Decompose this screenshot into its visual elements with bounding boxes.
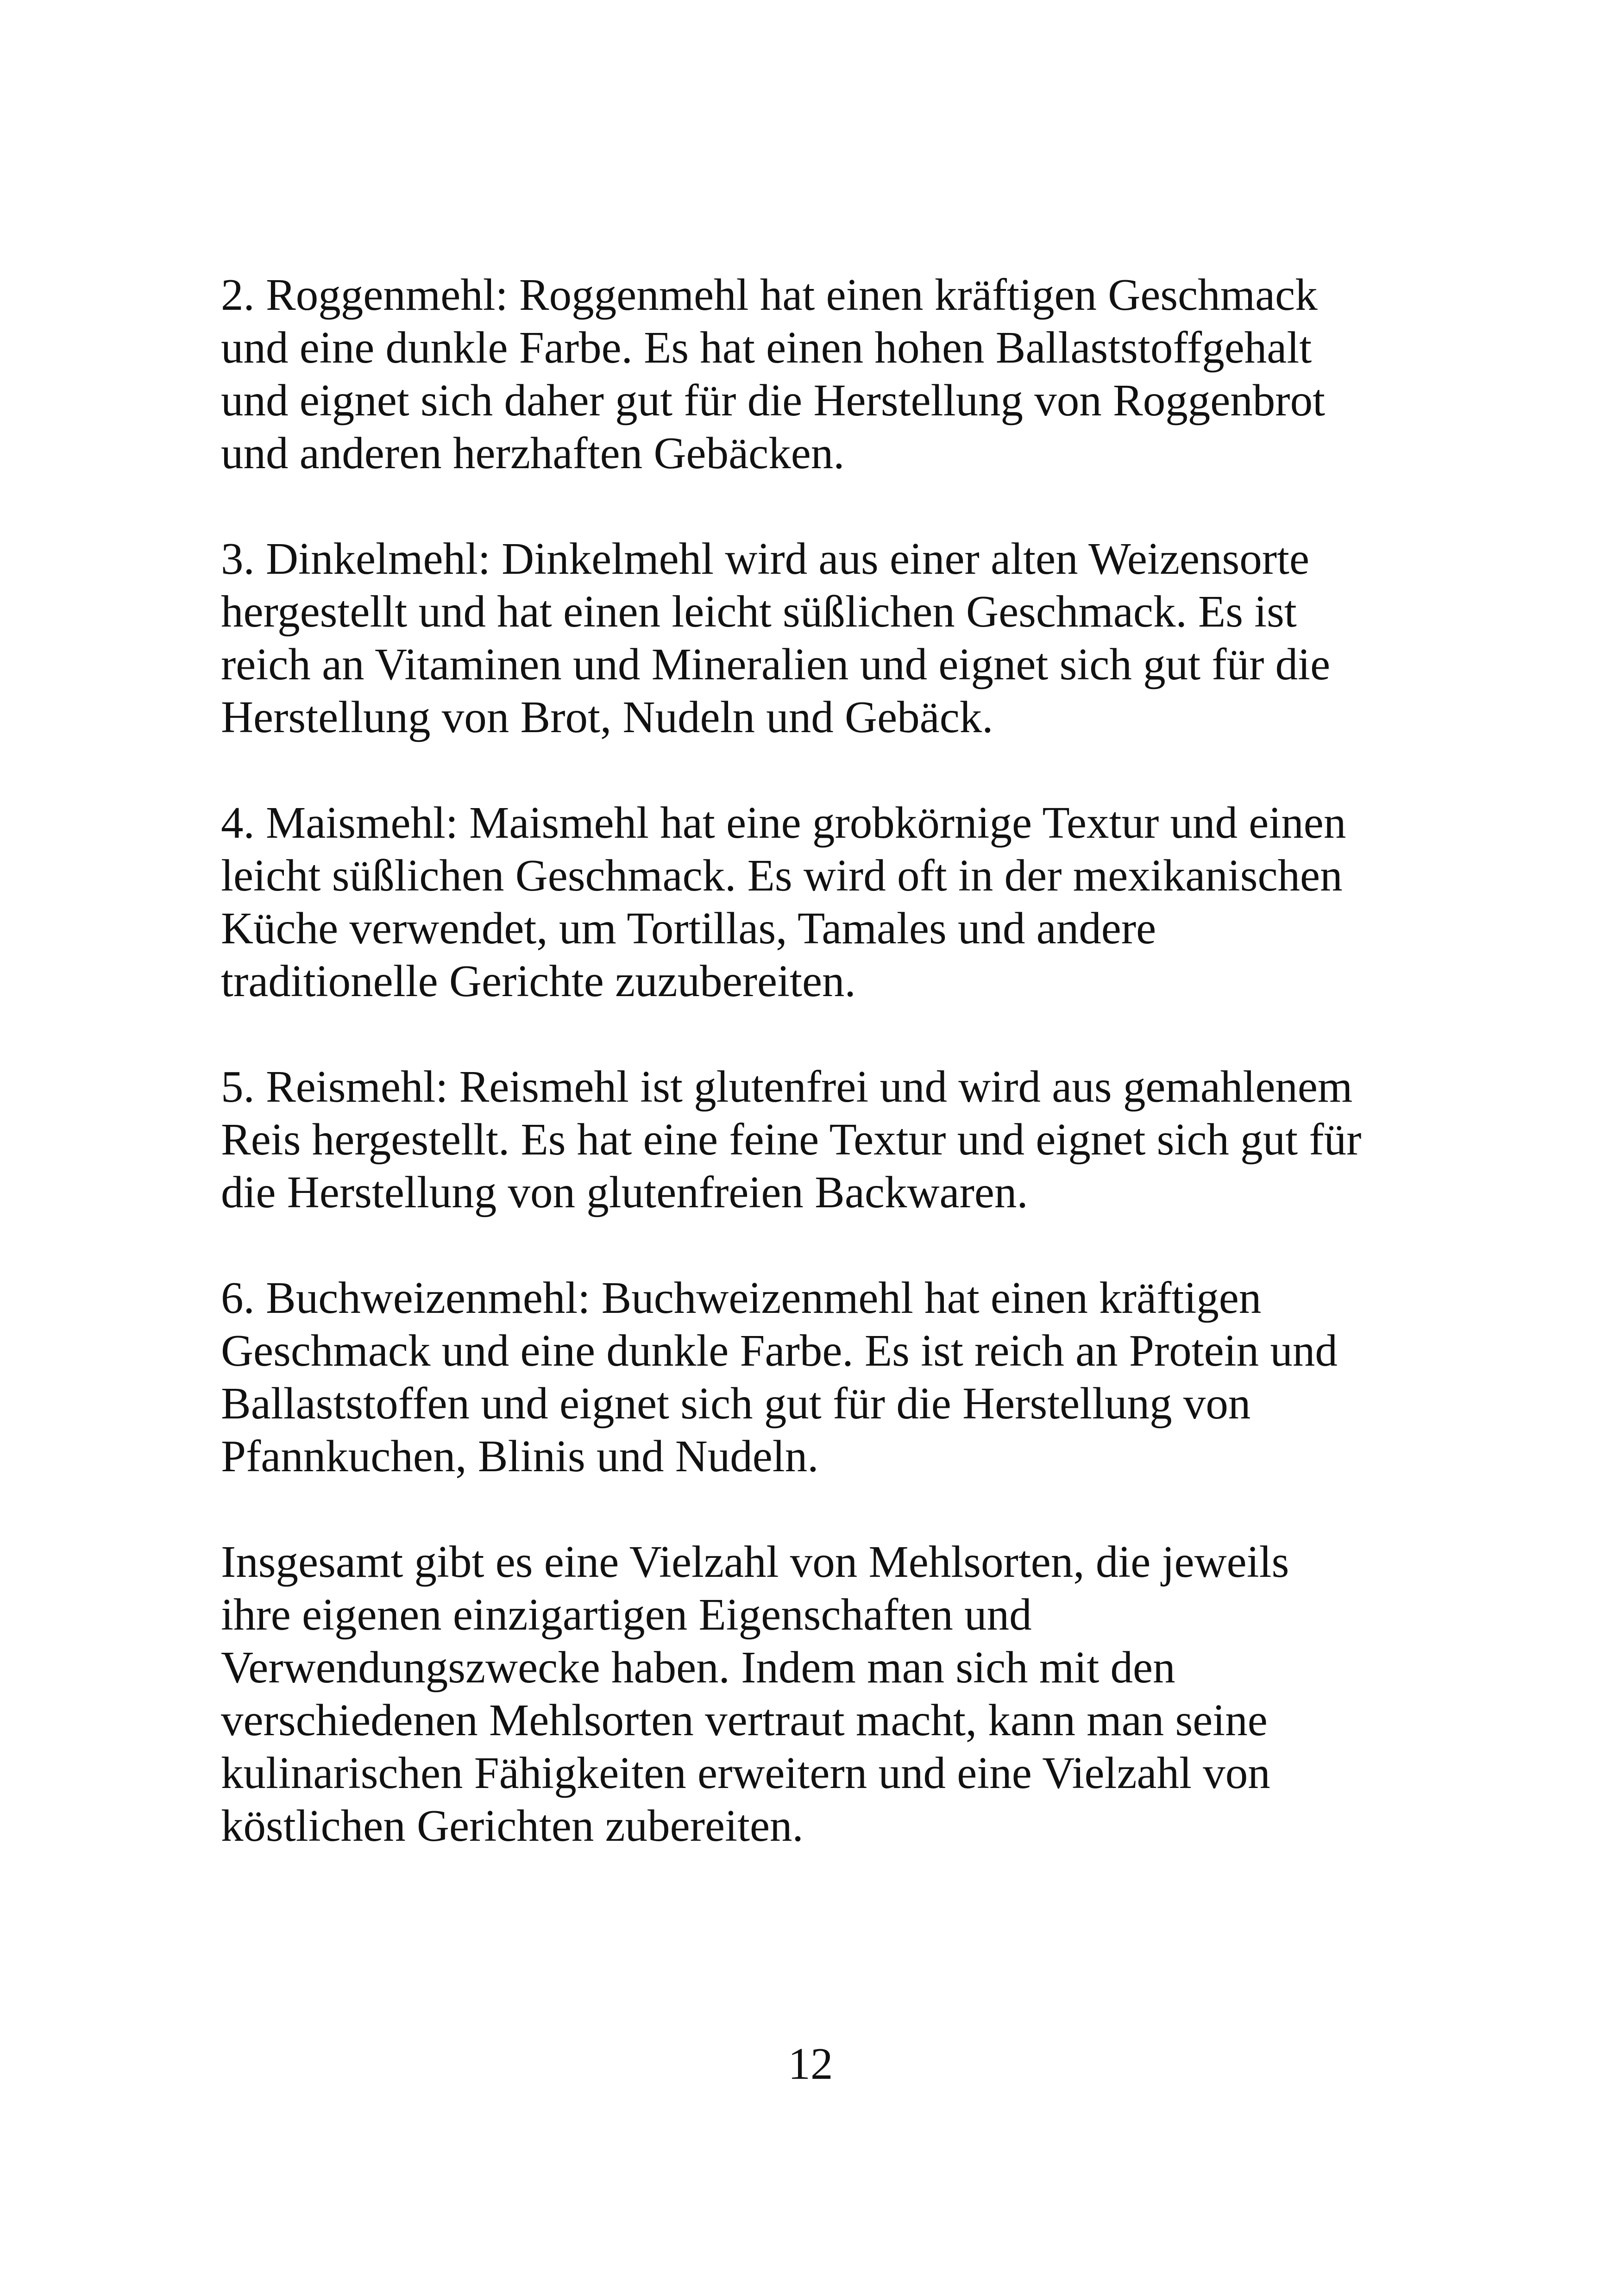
text-line: hergestellt und hat einen leicht süßlichen Geschmack. Es ist [221,587,1297,636]
text-line: Geschmack und eine dunkle Farbe. Es ist reich an Protein und [221,1326,1338,1375]
paragraph-dinkelmehl [221,533,1453,744]
text-line: Verwendungszwecke haben. Indem man sich mit den [221,1643,1175,1692]
text-line: Herstellung von Brot, Nudeln und Gebäck. [221,692,993,742]
text-line: Pfannkuchen, Blinis und Nudeln. [221,1431,819,1481]
body-text [221,269,1453,1852]
text-line: 3. Dinkelmehl: Dinkelmehl wird aus einer alten Weizensorte [221,534,1310,583]
text-line: Reis hergestellt. Es hat eine feine Textur und eignet sich gut für [221,1115,1362,1164]
text-line: 2. Roggenmehl: Roggenmehl hat einen kräftigen Geschmack [221,270,1318,320]
text-line: ihre eigenen einzigartigen Eigenschaften und [221,1590,1032,1639]
text-line: reich an Vitaminen und Mineralien und eignet sich gut für die [221,640,1331,689]
text-line: leicht süßlichen Geschmack. Es wird oft in der mexikanischen [221,851,1343,900]
text-line: Küche verwendet, um Tortillas, Tamales und andere [221,903,1156,953]
text-line: Ballaststoffen und eignet sich gut für die Herstellung von [221,1379,1251,1428]
paragraph-maismehl [221,797,1453,1008]
text-line: und anderen herzhaften Gebäcken. [221,428,845,478]
text-line: die Herstellung von glutenfreien Backwaren. [221,1167,1028,1217]
text-line: und eine dunkle Farbe. Es hat einen hohen Ballaststoffgehalt [221,323,1312,372]
text-line: 5. Reismehl: Reismehl ist glutenfrei und wird aus gemahlenem [221,1062,1353,1111]
paragraph-roggenmehl [221,269,1453,480]
text-line: traditionelle Gerichte zuzubereiten. [221,956,856,1006]
text-line: und eignet sich daher gut für die Herstellung von Roggenbrot [221,376,1326,425]
page-number: 12 [788,2039,833,2089]
paragraph-buchweizenmehl [221,1272,1453,1483]
paragraph-reismehl [221,1060,1453,1219]
text-line: 6. Buchweizenmehl: Buchweizenmehl hat einen kräftigen [221,1273,1262,1323]
text-line: 4. Maismehl: Maismehl hat eine grobkörnige Textur und einen [221,798,1346,847]
text-line: Insgesamt gibt es eine Vielzahl von Mehlsorten, die jeweils [221,1537,1289,1587]
paragraph-summary [221,1536,1453,1852]
text-line: köstlichen Gerichten zubereiten. [221,1801,804,1851]
text-line: kulinarischen Fähigkeiten erweitern und eine Vielzahl von [221,1748,1270,1798]
text-line: verschiedenen Mehlsorten vertraut macht, kann man seine [221,1695,1268,1745]
